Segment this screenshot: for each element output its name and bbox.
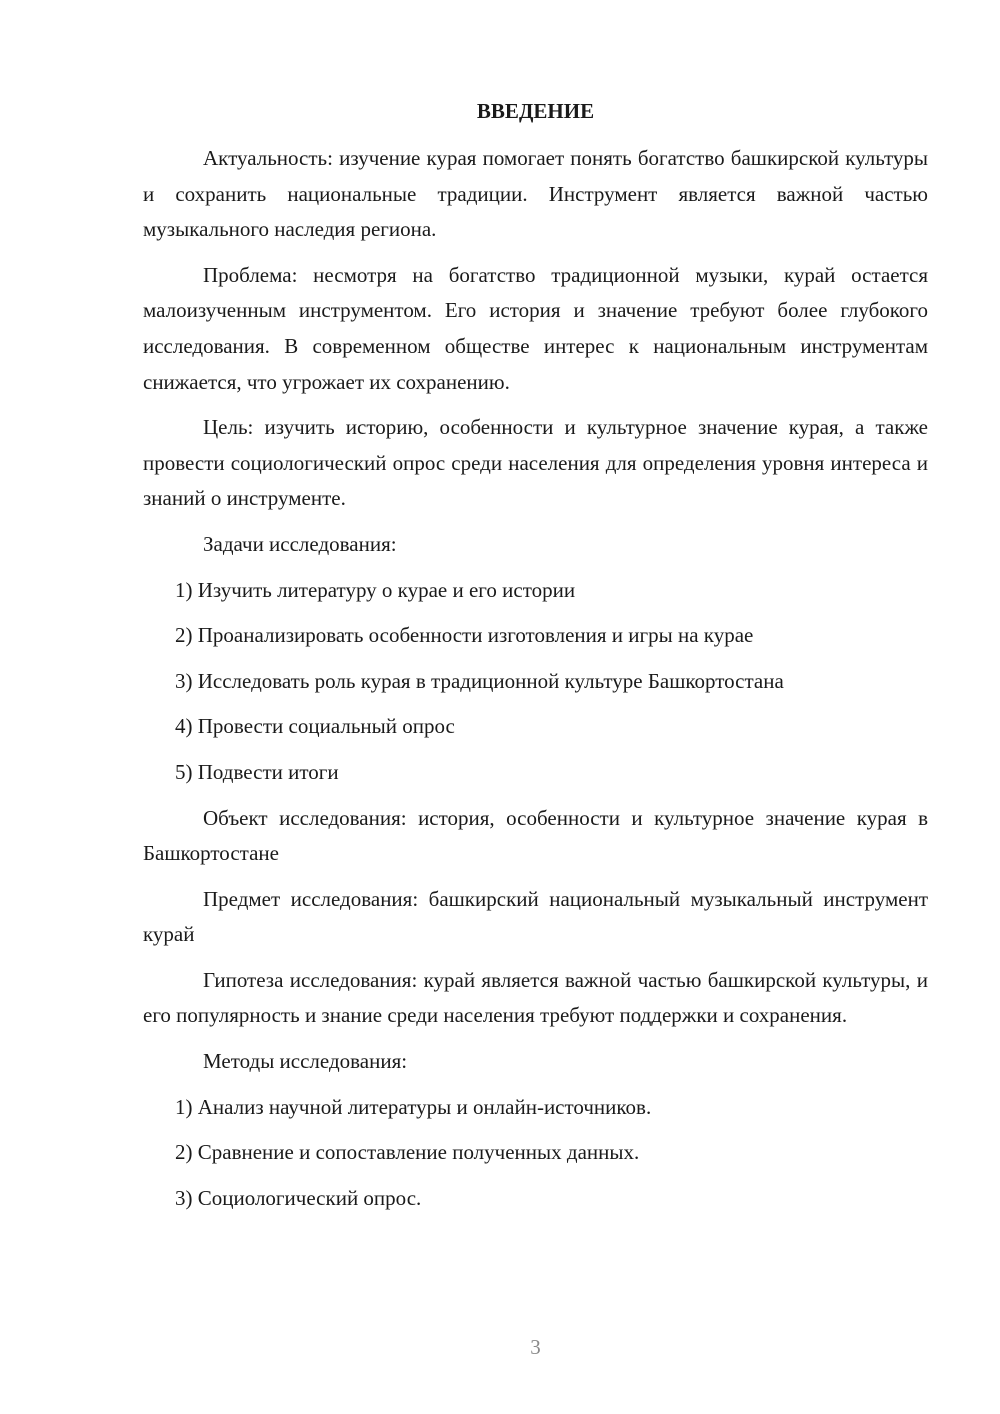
- page-number: 3: [530, 1335, 541, 1359]
- relevance-paragraph: Актуальность: изучение курая помогает понять богатство башкирской культуры и сохранить национальные традиции. Инструмент является важной частью музыкального наследия региона.: [143, 146, 928, 242]
- document-page: [143, 0, 928, 1414]
- methods-heading: Методы исследования:: [203, 1049, 408, 1074]
- methods-list: [143, 1090, 928, 1217]
- task-item: 2) Проанализировать особенности изготовления и игры на курае: [175, 623, 754, 648]
- task-item: 4) Провести социальный опрос: [175, 714, 455, 739]
- method-item: 3) Социологический опрос.: [175, 1185, 422, 1210]
- document-body: [143, 141, 928, 1226]
- object-paragraph: Объект исследования: история, особенности и культурное значение курая в Башкортостане: [143, 805, 928, 866]
- task-item: 3) Исследовать роль курая в традиционной культуре Башкортостана: [175, 668, 784, 693]
- tasks-heading: Задачи исследования:: [203, 531, 397, 556]
- subject-paragraph: Предмет исследования: башкирский национальный музыкальный инструмент курай: [143, 886, 928, 947]
- page-title: ВВЕДЕНИЕ: [476, 99, 595, 123]
- goal-paragraph: Цель: изучить историю, особенности и культурное значение курая, а также провести социологический опрос среди населения для определения уровня интереса и знаний о инструменте.: [143, 415, 928, 511]
- method-item: 1) Анализ научной литературы и онлайн-источников.: [175, 1094, 652, 1119]
- tasks-list: [143, 573, 928, 791]
- hypothesis-paragraph: Гипотеза исследования: курай является важной частью башкирской культуры, и его популярность и знание среди населения требуют поддержки и сохранения.: [143, 967, 928, 1028]
- task-item: 1) Изучить литературу о курае и его истории: [175, 577, 576, 602]
- task-item: 5) Подвести итоги: [175, 759, 339, 784]
- problem-paragraph: Проблема: несмотря на богатство традиционной музыки, курай остается малоизученным инструментом. Его история и значение требуют более глубокого исследования. В современном обществе интерес к национальным инструментам снижается, что угрожает их сохранению.: [143, 262, 928, 394]
- method-item: 2) Сравнение и сопоставление полученных данных.: [175, 1140, 640, 1165]
